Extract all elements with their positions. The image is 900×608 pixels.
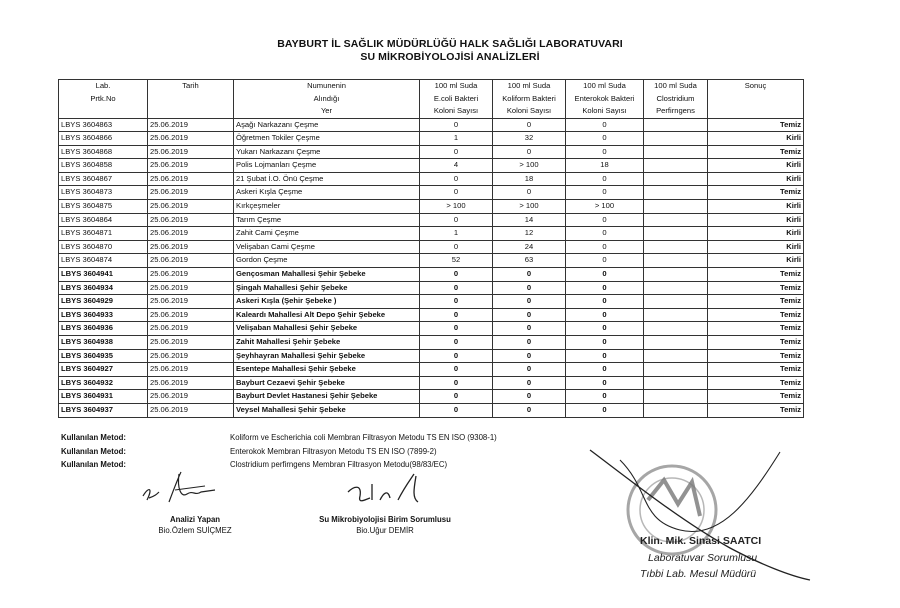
cell-location: Tarım Çeşme xyxy=(234,213,420,227)
cell-clostridium xyxy=(644,376,708,390)
cell-clostridium xyxy=(644,213,708,227)
header-date xyxy=(148,93,234,106)
cell-koliform: 0 xyxy=(493,145,566,159)
cell-clostridium xyxy=(644,186,708,200)
cell-date: 25.06.2019 xyxy=(148,200,234,214)
cell-enterokok: 0 xyxy=(566,145,644,159)
cell-result: Kirli xyxy=(708,172,804,186)
cell-clostridium xyxy=(644,390,708,404)
cell-enterokok: 0 xyxy=(566,213,644,227)
cell-location: Velişaban Cami Çeşme xyxy=(234,240,420,254)
cell-date: 25.06.2019 xyxy=(148,376,234,390)
table-row xyxy=(59,254,804,268)
cell-lab-no: LBYS 3604934 xyxy=(59,281,148,295)
cell-ecoli: 0 xyxy=(420,118,493,132)
cell-clostridium xyxy=(644,227,708,241)
cell-lab-no: LBYS 3604873 xyxy=(59,186,148,200)
cell-location: Bayburt Devlet Hastanesi Şehir Şebeke xyxy=(234,390,420,404)
cell-location: Gençosman Mahallesi Şehir Şebeke xyxy=(234,268,420,282)
cell-lab-no: LBYS 3604874 xyxy=(59,254,148,268)
cell-lab-no: LBYS 3604866 xyxy=(59,132,148,146)
cell-date: 25.06.2019 xyxy=(148,240,234,254)
cell-date: 25.06.2019 xyxy=(148,295,234,309)
cell-location: Kırkçeşmeler xyxy=(234,200,420,214)
cell-enterokok: 18 xyxy=(566,159,644,173)
table-row xyxy=(59,132,804,146)
header-location: Yer xyxy=(234,105,420,118)
cell-location: Zahit Mahallesi Şehir Şebeke xyxy=(234,336,420,350)
manager-name: Klin. Mik. Sinasi SAATCI xyxy=(640,535,762,547)
header-result xyxy=(708,105,804,118)
cell-location: Velişaban Mahallesi Şehir Şebeke xyxy=(234,322,420,336)
header-date: Tarih xyxy=(148,80,234,93)
cell-lab-no: LBYS 3604936 xyxy=(59,322,148,336)
unit-signature xyxy=(290,515,480,535)
cell-enterokok: 0 xyxy=(566,403,644,417)
cell-enterokok: 0 xyxy=(566,295,644,309)
cell-result: Temiz xyxy=(708,403,804,417)
cell-enterokok: 0 xyxy=(566,281,644,295)
cell-enterokok: 0 xyxy=(566,349,644,363)
cell-koliform: 12 xyxy=(493,227,566,241)
cell-koliform: 0 xyxy=(493,403,566,417)
cell-lab-no: LBYS 3604927 xyxy=(59,363,148,377)
cell-result: Temiz xyxy=(708,390,804,404)
header-koliform: Koloni Sayısı xyxy=(493,105,566,118)
table-row xyxy=(59,227,804,241)
cell-lab-no: LBYS 3604871 xyxy=(59,227,148,241)
cell-ecoli: 0 xyxy=(420,281,493,295)
cell-koliform: 0 xyxy=(493,295,566,309)
unit-title: Su Mikrobiyolojisi Birim Sorumlusu xyxy=(319,515,451,524)
cell-lab-no: LBYS 3604932 xyxy=(59,376,148,390)
cell-koliform: 0 xyxy=(493,376,566,390)
cell-ecoli: 0 xyxy=(420,213,493,227)
cell-clostridium xyxy=(644,240,708,254)
header-date xyxy=(148,105,234,118)
report-title: BAYBURT İL SAĞLIK MÜDÜRLÜĞÜ HALK SAĞLIĞI LABORATUVARI xyxy=(277,38,623,50)
header-enterokok: Enterokok Bakteri xyxy=(566,93,644,106)
header-ecoli: E.coli Bakteri xyxy=(420,93,493,106)
cell-enterokok: 0 xyxy=(566,118,644,132)
cell-result: Temiz xyxy=(708,308,804,322)
cell-lab-no: LBYS 3604938 xyxy=(59,336,148,350)
cell-result: Kirli xyxy=(708,159,804,173)
cell-enterokok: 0 xyxy=(566,172,644,186)
cell-ecoli: 0 xyxy=(420,376,493,390)
cell-date: 25.06.2019 xyxy=(148,254,234,268)
cell-date: 25.06.2019 xyxy=(148,390,234,404)
cell-ecoli: 0 xyxy=(420,322,493,336)
cell-koliform: 0 xyxy=(493,186,566,200)
cell-ecoli: 0 xyxy=(420,186,493,200)
table-row xyxy=(59,200,804,214)
cell-clostridium xyxy=(644,159,708,173)
cell-ecoli: 1 xyxy=(420,227,493,241)
table-row xyxy=(59,403,804,417)
cell-location: 21 Şubat İ.O. Önü Çeşme xyxy=(234,172,420,186)
cell-date: 25.06.2019 xyxy=(148,159,234,173)
cell-enterokok: 0 xyxy=(566,308,644,322)
table-row xyxy=(59,172,804,186)
cell-lab-no: LBYS 3604870 xyxy=(59,240,148,254)
cell-date: 25.06.2019 xyxy=(148,308,234,322)
cell-ecoli: 0 xyxy=(420,240,493,254)
analysis-table xyxy=(58,79,804,418)
manager-role: Laboratuvar Sorumlusu xyxy=(648,552,758,564)
cell-location: Esentepe Mahallesi Şehir Şebeke xyxy=(234,363,420,377)
cell-result: Temiz xyxy=(708,336,804,350)
cell-koliform: 32 xyxy=(493,132,566,146)
table-row xyxy=(59,268,804,282)
cell-ecoli: 0 xyxy=(420,390,493,404)
cell-ecoli: 0 xyxy=(420,295,493,309)
cell-result: Temiz xyxy=(708,145,804,159)
header-location: Alındığı xyxy=(234,93,420,106)
cell-enterokok: 0 xyxy=(566,227,644,241)
table-row xyxy=(59,295,804,309)
header-clostridium: 100 ml Suda xyxy=(644,80,708,93)
cell-ecoli: 0 xyxy=(420,363,493,377)
cell-result: Kirli xyxy=(708,213,804,227)
cell-date: 25.06.2019 xyxy=(148,403,234,417)
header-clostridium: Perfirngens xyxy=(644,105,708,118)
cell-date: 25.06.2019 xyxy=(148,172,234,186)
cell-clostridium xyxy=(644,403,708,417)
header-lab: Prtk.No xyxy=(59,93,148,106)
table-row xyxy=(59,308,804,322)
cell-ecoli: 0 xyxy=(420,268,493,282)
cell-ecoli: 1 xyxy=(420,132,493,146)
cell-ecoli: 0 xyxy=(420,403,493,417)
cell-result: Temiz xyxy=(708,363,804,377)
cell-koliform: 0 xyxy=(493,390,566,404)
cell-result: Kirli xyxy=(708,254,804,268)
analyst-signature xyxy=(140,515,250,535)
cell-clostridium xyxy=(644,336,708,350)
cell-result: Kirli xyxy=(708,227,804,241)
cell-result: Temiz xyxy=(708,281,804,295)
manager-role: Tıbbi Lab. Mesul Müdürü xyxy=(640,568,757,580)
table-row xyxy=(59,349,804,363)
cell-clostridium xyxy=(644,254,708,268)
cell-location: Bayburt Cezaevi Şehir Şebeke xyxy=(234,376,420,390)
cell-date: 25.06.2019 xyxy=(148,227,234,241)
cell-clostridium xyxy=(644,363,708,377)
report-subtitle: SU MİKROBİYOLOJİSİ ANALİZLERİ xyxy=(360,51,540,63)
table-row xyxy=(59,322,804,336)
table-header xyxy=(59,80,804,119)
method-text: Clostridium perfirngens Membran Filtrasyon Metodu(98/83/EC) xyxy=(230,460,448,469)
cell-date: 25.06.2019 xyxy=(148,118,234,132)
cell-date: 25.06.2019 xyxy=(148,132,234,146)
table-row xyxy=(59,118,804,132)
cell-lab-no: LBYS 3604941 xyxy=(59,268,148,282)
cell-ecoli: 4 xyxy=(420,159,493,173)
cell-location: Şeyhhayran Mahallesi Şehir Şebeke xyxy=(234,349,420,363)
cell-date: 25.06.2019 xyxy=(148,349,234,363)
cell-location: Gordon Çeşme xyxy=(234,254,420,268)
header-lab xyxy=(59,105,148,118)
table-row xyxy=(59,145,804,159)
cell-enterokok: 0 xyxy=(566,132,644,146)
cell-result: Kirli xyxy=(708,132,804,146)
cell-koliform: 18 xyxy=(493,172,566,186)
cell-clostridium xyxy=(644,172,708,186)
cell-clostridium xyxy=(644,308,708,322)
analyst-title: Analizi Yapan xyxy=(169,515,221,524)
cell-date: 25.06.2019 xyxy=(148,281,234,295)
cell-lab-no: LBYS 3604863 xyxy=(59,118,148,132)
cell-lab-no: LBYS 3604858 xyxy=(59,159,148,173)
header-enterokok: 100 ml Suda xyxy=(566,80,644,93)
cell-ecoli: > 100 xyxy=(420,200,493,214)
cell-location: Askeri Kışla Çeşme xyxy=(234,186,420,200)
table-row xyxy=(59,376,804,390)
cell-koliform: 0 xyxy=(493,322,566,336)
header-result xyxy=(708,93,804,106)
cell-lab-no: LBYS 3604875 xyxy=(59,200,148,214)
cell-ecoli: 0 xyxy=(420,308,493,322)
cell-result: Kirli xyxy=(708,200,804,214)
cell-ecoli: 0 xyxy=(420,145,493,159)
cell-koliform: 0 xyxy=(493,268,566,282)
method-text: Enterokok Membran Filtrasyon Metodu TS EN ISO (7899-2) xyxy=(230,447,437,456)
cell-date: 25.06.2019 xyxy=(148,336,234,350)
table-row xyxy=(59,363,804,377)
method-label: Kullanılan Metod: xyxy=(61,460,126,469)
cell-date: 25.06.2019 xyxy=(148,186,234,200)
cell-location: Askeri Kışla (Şehir Şebeke ) xyxy=(234,295,420,309)
cell-clostridium xyxy=(644,281,708,295)
unit-signature-image xyxy=(340,470,440,512)
cell-clostridium xyxy=(644,322,708,336)
cell-clostridium xyxy=(644,145,708,159)
table-row xyxy=(59,240,804,254)
table-row xyxy=(59,336,804,350)
cell-koliform: 14 xyxy=(493,213,566,227)
cell-koliform: 0 xyxy=(493,118,566,132)
cell-koliform: 0 xyxy=(493,308,566,322)
cell-clostridium xyxy=(644,132,708,146)
method-text: Koliform ve Escherichia coli Membran Filtrasyon Metodu TS EN ISO (9308-1) xyxy=(230,433,497,442)
cell-result: Temiz xyxy=(708,295,804,309)
table-row xyxy=(59,213,804,227)
analyst-signature-image xyxy=(135,466,225,512)
cell-enterokok: 0 xyxy=(566,363,644,377)
cell-enterokok: 0 xyxy=(566,268,644,282)
cell-date: 25.06.2019 xyxy=(148,363,234,377)
cell-koliform: 0 xyxy=(493,363,566,377)
cell-lab-no: LBYS 3604864 xyxy=(59,213,148,227)
header-ecoli: 100 ml Suda xyxy=(420,80,493,93)
cell-koliform: > 100 xyxy=(493,159,566,173)
cell-enterokok: 0 xyxy=(566,240,644,254)
cell-clostridium xyxy=(644,295,708,309)
cell-location: Öğretmen Tokiler Çeşme xyxy=(234,132,420,146)
cell-lab-no: LBYS 3604935 xyxy=(59,349,148,363)
cell-ecoli: 52 xyxy=(420,254,493,268)
cell-date: 25.06.2019 xyxy=(148,268,234,282)
header-koliform: Koliform Bakteri xyxy=(493,93,566,106)
cell-clostridium xyxy=(644,349,708,363)
unit-name: Bio.Uğur DEMİR xyxy=(356,526,414,535)
cell-enterokok: 0 xyxy=(566,254,644,268)
table-row xyxy=(59,390,804,404)
cell-clostridium xyxy=(644,268,708,282)
cell-lab-no: LBYS 3604867 xyxy=(59,172,148,186)
cell-koliform: > 100 xyxy=(493,200,566,214)
cell-lab-no: LBYS 3604929 xyxy=(59,295,148,309)
cell-lab-no: LBYS 3604937 xyxy=(59,403,148,417)
cell-ecoli: 0 xyxy=(420,349,493,363)
cell-result: Temiz xyxy=(708,349,804,363)
cell-clostridium xyxy=(644,200,708,214)
header-lab: Lab. xyxy=(59,80,148,93)
cell-koliform: 63 xyxy=(493,254,566,268)
cell-date: 25.06.2019 xyxy=(148,145,234,159)
cell-ecoli: 0 xyxy=(420,336,493,350)
cell-result: Temiz xyxy=(708,186,804,200)
header-result: Sonuç xyxy=(708,80,804,93)
header-ecoli: Koloni Sayısı xyxy=(420,105,493,118)
cell-location: Aşağı Narkazanı Çeşme xyxy=(234,118,420,132)
cell-koliform: 24 xyxy=(493,240,566,254)
cell-date: 25.06.2019 xyxy=(148,213,234,227)
cell-enterokok: 0 xyxy=(566,376,644,390)
cell-location: Şingah Mahallesi Şehir Şebeke xyxy=(234,281,420,295)
header-enterokok: Koloni Sayısı xyxy=(566,105,644,118)
cell-result: Kirli xyxy=(708,240,804,254)
cell-clostridium xyxy=(644,118,708,132)
cell-location: Veysel Mahallesi Şehir Şebeke xyxy=(234,403,420,417)
cell-result: Temiz xyxy=(708,268,804,282)
table-row xyxy=(59,186,804,200)
cell-enterokok: > 100 xyxy=(566,200,644,214)
cell-lab-no: LBYS 3604933 xyxy=(59,308,148,322)
cell-location: Yukarı Narkazanı Çeşme xyxy=(234,145,420,159)
cell-enterokok: 0 xyxy=(566,390,644,404)
cell-lab-no: LBYS 3604931 xyxy=(59,390,148,404)
cell-lab-no: LBYS 3604868 xyxy=(59,145,148,159)
cell-koliform: 0 xyxy=(493,336,566,350)
method-label: Kullanılan Metod: xyxy=(61,433,126,442)
cell-enterokok: 0 xyxy=(566,186,644,200)
cell-location: Kaleardı Mahallesi Alt Depo Şehir Şebeke xyxy=(234,308,420,322)
cell-result: Temiz xyxy=(708,118,804,132)
table-row xyxy=(59,281,804,295)
cell-enterokok: 0 xyxy=(566,336,644,350)
table-row xyxy=(59,159,804,173)
table-body xyxy=(59,118,804,417)
cell-date: 25.06.2019 xyxy=(148,322,234,336)
header-location: Numunenin xyxy=(234,80,420,93)
header-clostridium: Clostridium xyxy=(644,93,708,106)
cell-ecoli: 0 xyxy=(420,172,493,186)
cell-koliform: 0 xyxy=(493,281,566,295)
cell-location: Zahit Cami Çeşme xyxy=(234,227,420,241)
cell-result: Temiz xyxy=(708,376,804,390)
cell-location: Polis Lojmanları Çeşme xyxy=(234,159,420,173)
cell-result: Temiz xyxy=(708,322,804,336)
cell-enterokok: 0 xyxy=(566,322,644,336)
analyst-name: Bio.Özlem SUİÇMEZ xyxy=(158,526,232,535)
cell-koliform: 0 xyxy=(493,349,566,363)
method-label: Kullanılan Metod: xyxy=(61,447,126,456)
header-koliform: 100 ml Suda xyxy=(493,80,566,93)
